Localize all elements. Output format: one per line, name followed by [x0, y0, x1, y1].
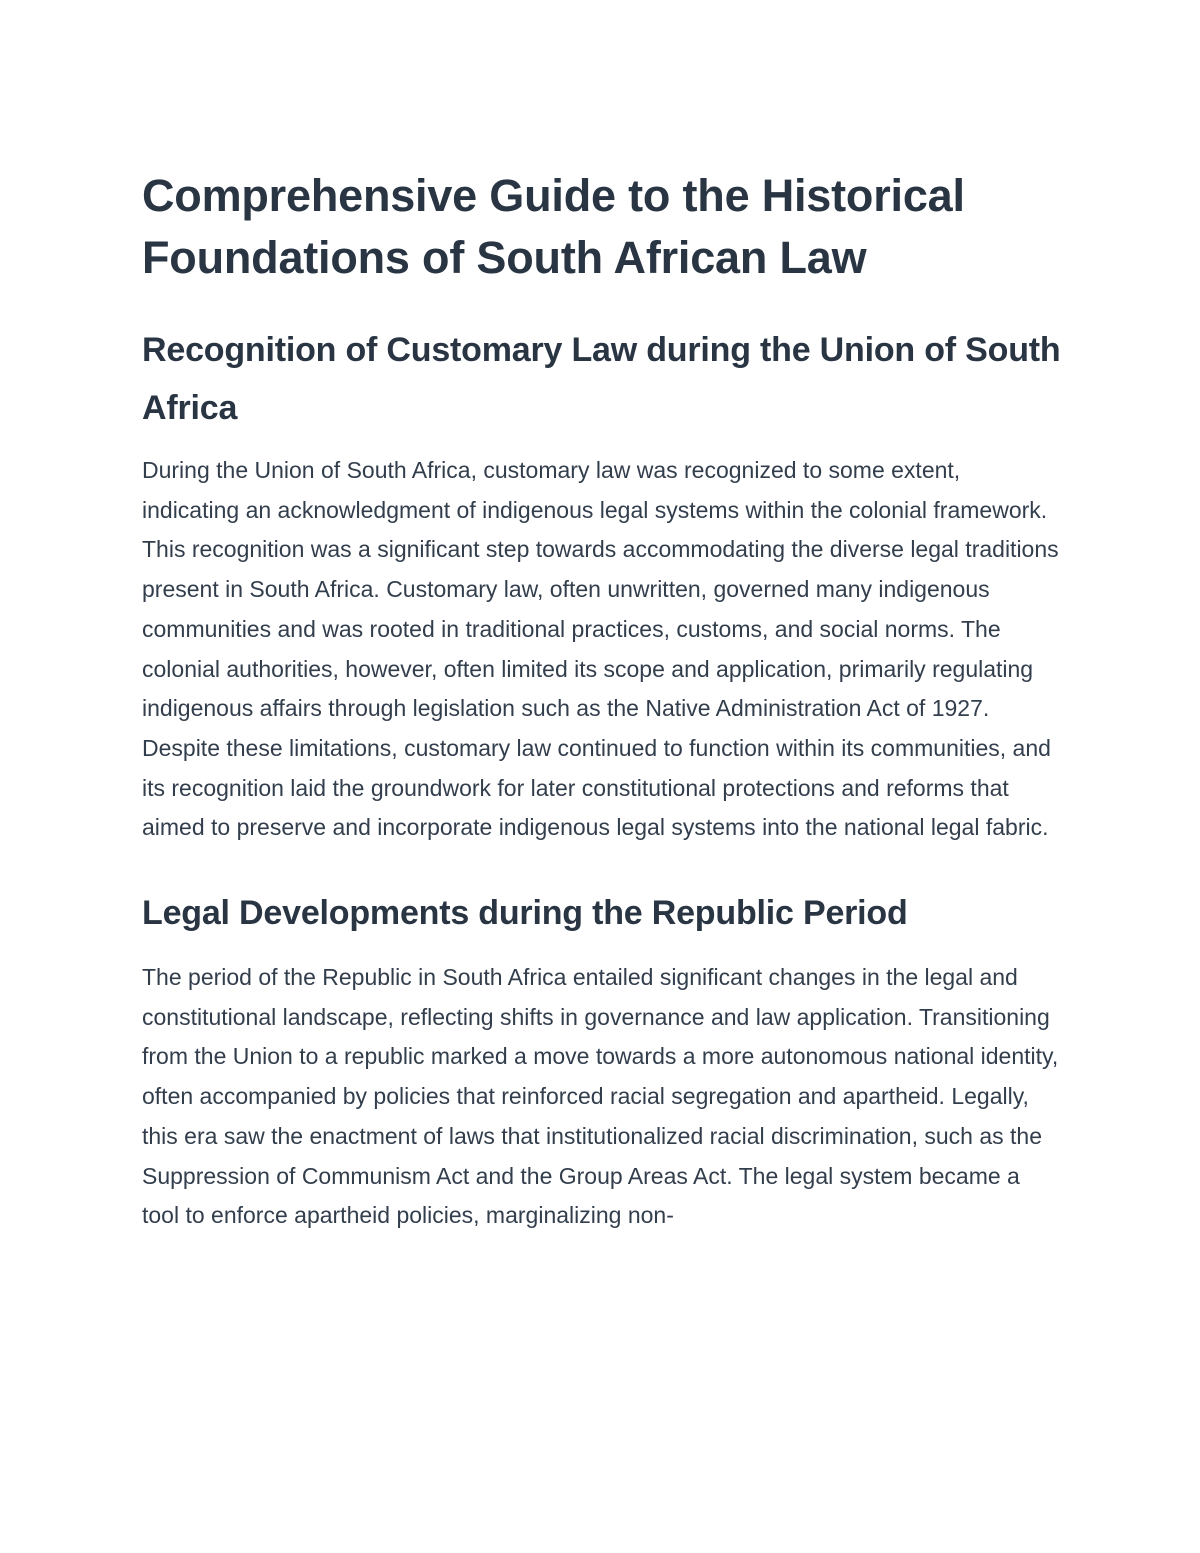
section-body-customary-law: During the Union of South Africa, customary law was recognized to some extent, indicating an acknowledgment of indigenous legal systems within the colonial framework. This recognition was a significant step towards accommodating the diverse legal traditions present in South Africa. Customary law, often unwritten, governed many indigenous communities and was rooted in traditional practices, customs, and social norms. The colonial authorities, however, often limited its scope and application, primarily regulating indigenous affairs through legislation such as the Native Administration Act of 1927. Despite these limitations, customary law continued to function within its communities, and its recognition laid the groundwork for later constitutional protections and reforms that aimed to preserve and incorporate indigenous legal systems into the national legal fabric. — [142, 457, 1059, 841]
section-heading-customary-law: Recognition of Customary Law during the Union of South Africa — [142, 331, 1061, 427]
document-page — [142, 165, 1062, 1236]
document-title: Comprehensive Guide to the Historical Foundations of South African Law — [142, 170, 965, 283]
section-body-republic-period: The period of the Republic in South Africa entailed significant changes in the legal and constitutional landscape, reflecting shifts in governance and law application. Transitioning from the Union to a republic marked a move towards a more autonomous national identity, often accompanied by policies that reinforced racial segregation and apartheid. Legally, this era saw the enactment of laws that institutionalized racial discrimination, such as the Suppression of Communism Act and the Group Areas Act. The legal system became a tool to enforce apartheid policies, marginalizing non- — [142, 964, 1059, 1229]
section-heading-republic-period: Legal Developments during the Republic Period — [142, 894, 908, 933]
